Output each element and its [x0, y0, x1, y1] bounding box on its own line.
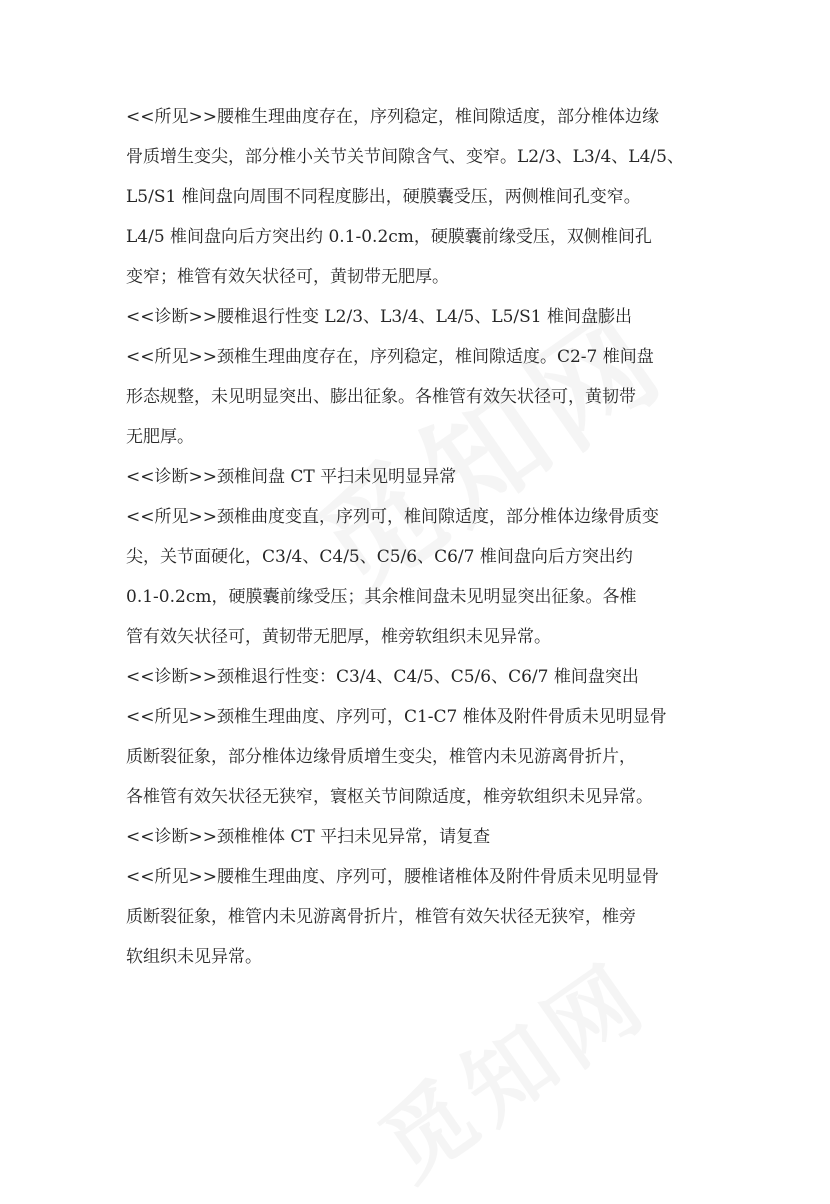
text-line: 各椎管有效矢状径无狭窄，寰枢关节间隙适度，椎旁软组织未见异常。	[126, 787, 653, 807]
text-line: 尖，关节面硬化，C3/4、C4/5、C5/6、C6/7 椎间盘向后方突出约	[126, 547, 633, 567]
text-line: 无肥厚。	[126, 427, 194, 447]
text-line: 0.1-0.2cm，硬膜囊前缘受压；其余椎间盘未见明显突出征象。各椎	[126, 587, 637, 607]
text-line: 质断裂征象，椎管内未见游离骨折片，椎管有效矢状径无狭窄，椎旁	[126, 907, 636, 927]
text-line: 管有效矢状径可，黄韧带无肥厚，椎旁软组织未见异常。	[126, 627, 551, 647]
diagnosis-line: <<诊断>>腰椎退行性变 L2/3、L3/4、L4/5、L5/S1 椎间盘膨出	[126, 307, 633, 327]
text-line: 骨质增生变尖，部分椎小关节关节间隙含气、变窄。L2/3、L3/4、L4/5、	[126, 147, 684, 167]
text-line: <<所见>>腰椎生理曲度、序列可，腰椎诸椎体及附件骨质未见明显骨	[126, 867, 659, 887]
text-line: <<所见>>颈椎生理曲度、序列可，C1-C7 椎体及附件骨质未见明显骨	[126, 707, 667, 727]
text-line: <<所见>>颈椎生理曲度存在，序列稳定，椎间隙适度。C2-7 椎间盘	[126, 347, 654, 367]
text-line: L4/5 椎间盘向后方突出约 0.1-0.2cm，硬膜囊前缘受压，双侧椎间孔	[126, 227, 652, 247]
diagnosis-line: <<诊断>>颈椎间盘 CT 平扫未见明显异常	[126, 467, 457, 487]
diagnosis-line: <<诊断>>颈椎退行性变：C3/4、C4/5、C5/6、C6/7 椎间盘突出	[126, 667, 639, 687]
diagnosis-line: <<诊断>>颈椎椎体 CT 平扫未见异常，请复查	[126, 827, 491, 847]
text-line: 变窄；椎管有效矢状径可，黄韧带无肥厚。	[126, 267, 449, 287]
text-line: <<所见>>颈椎曲度变直，序列可，椎间隙适度，部分椎体边缘骨质变	[126, 507, 659, 527]
text-line: 软组织未见异常。	[126, 947, 262, 967]
text-line: 形态规整，未见明显突出、膨出征象。各椎管有效矢状径可，黄韧带	[126, 387, 636, 407]
text-line: 质断裂征象，部分椎体边缘骨质增生变尖，椎管内未见游离骨折片，	[126, 747, 636, 767]
report-body	[126, 97, 726, 977]
text-line: <<所见>>腰椎生理曲度存在，序列稳定，椎间隙适度，部分椎体边缘	[126, 107, 659, 127]
text-line: L5/S1 椎间盘向周围不同程度膨出，硬膜囊受压，两侧椎间孔变窄。	[126, 187, 641, 207]
